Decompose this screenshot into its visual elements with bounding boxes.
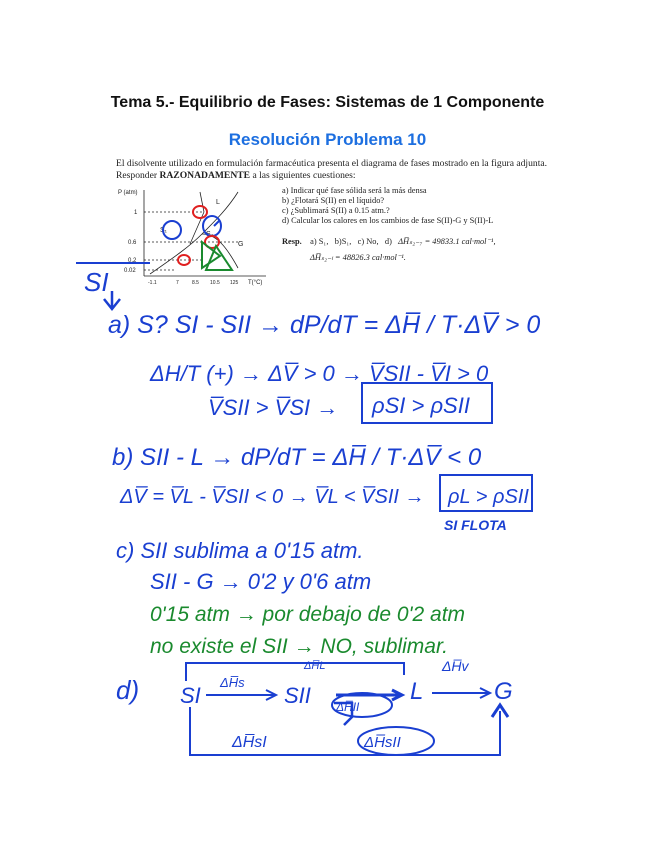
question-a: a) Indicar qué fase sólida será la más densa (282, 186, 427, 195)
question-b: b) ¿Flotará S(II) en el líquido? (282, 196, 385, 205)
resp-label: Resp. (282, 237, 302, 246)
intro-text: El disolvente utilizado en formulación farmacéutica presenta el diagrama de fases mostrado en la figura adjunta. Responder (116, 158, 548, 181)
region-g: G (238, 241, 244, 248)
arrow-L-G (432, 688, 490, 698)
melting-curve (200, 192, 204, 212)
question-d: d) Calcular los calores en los cambios de fase S(II)-G y S(II)-L (282, 216, 494, 225)
part-c-line-3: 0'15 atm → por debajo de 0'2 atm (150, 603, 466, 626)
y-tick-1: 1 (134, 210, 138, 216)
arrow-SI-SII (206, 690, 276, 700)
part-d-dHII: ΔH̅II (336, 700, 360, 714)
intro-bold: RAZONADAMENTE (159, 170, 251, 181)
region-l: L (216, 199, 220, 206)
page-title: Tema 5.- Equilibrio de Fases: Sistemas de 1 Componente (110, 94, 545, 111)
part-d-dHL: ΔH̅L (304, 660, 326, 672)
part-d-G: G (494, 678, 513, 705)
y-tick-002: 0.02 (124, 268, 136, 274)
part-a-line-1: a) S? SI - SII → dP/dT = ΔH̅ / T·ΔV̅ > 0 (108, 311, 541, 339)
handwritten-solution (0, 255, 655, 775)
x-axis-label: T(°C) (248, 280, 263, 286)
part-a-answer: ρSI > ρSII (372, 393, 470, 418)
page-subtitle: Resolución Problema 10 (228, 130, 427, 149)
part-b-answer: ρL > ρSII (448, 486, 529, 508)
part-c-line-2: SII - G → 0'2 y 0'6 atm (150, 569, 372, 594)
resp-b: b)S₁, (334, 237, 352, 246)
resp-c: c) No, (357, 237, 379, 246)
part-d-dHsI: ΔH̅sI (232, 734, 267, 751)
y-axis-label: P (atm) (118, 190, 138, 196)
part-d-SI: SI (180, 683, 201, 708)
x-tick-5: 125 (230, 280, 239, 286)
y-tick-02: 0.2 (128, 258, 137, 264)
intro-text-2: a las siguientes cuestiones: (250, 170, 356, 181)
question-c: c) ¿Sublimará S(II) a 0.15 atm.? (282, 206, 390, 215)
part-c-line-4: no existe el SII → NO, sublimar. (150, 635, 448, 658)
part-a-line-2: ΔH/T (+) → ΔV̅ > 0 → V̅SII - V̅I > 0 (150, 361, 489, 386)
y-tick-06: 0.6 (128, 240, 137, 246)
part-d-dHs: ΔH̅s (220, 675, 245, 690)
x-tick-4: 10.5 (210, 280, 220, 286)
part-d-SII: SII (284, 683, 311, 708)
x-tick-2: 7 (176, 280, 179, 286)
resp-d-formula-2: ΔH̅ₛ₂₋ₗ = 48826.3 cal·mol⁻¹. (310, 253, 406, 262)
part-b-line-1: b) SII - L → dP/dT = ΔH̅ / T·ΔV̅ < 0 (112, 444, 482, 471)
part-b-note: SI FLOTA (444, 517, 507, 533)
part-d-L: L (410, 678, 424, 705)
answers (282, 236, 496, 246)
x-tick-3: 8.5 (192, 280, 199, 286)
part-d-dHv: ΔH̅v (442, 658, 469, 674)
part-b-line-2: ΔV̅ = V̅L - V̅SII < 0 → V̅L < V̅SII → (120, 486, 425, 508)
part-d-dHsII: ΔH̅sII (364, 734, 401, 751)
part-d-label: d) (116, 675, 140, 705)
problem-statement (116, 158, 556, 182)
x-tick-1: -1.1 (148, 280, 157, 286)
part-c-line-1: c) SII sublima a 0'15 atm. (116, 538, 364, 563)
arrow-top-bracket (186, 663, 404, 681)
resp-a: a) S₁, (310, 237, 329, 246)
note-SI: SI (84, 267, 109, 297)
resp-d-formula-1: ΔH̅ₛ₂₋₇ = 49833.1 cal·mol⁻¹, (398, 237, 496, 246)
resp-d: d) (384, 237, 392, 246)
region-s2: S₂ (206, 231, 214, 238)
region-s1: S₁ (160, 227, 168, 234)
part-a-line-3: V̅SII > V̅SI → (208, 395, 339, 420)
